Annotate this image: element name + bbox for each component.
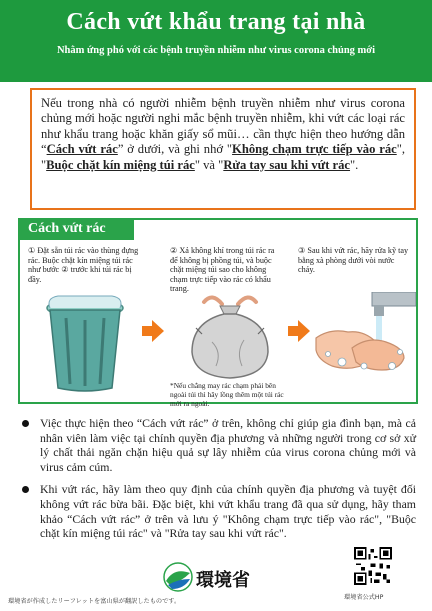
hand-washing-icon	[312, 292, 416, 384]
bullet-text: Khi vứt rác, hãy làm theo quy định của chính quyền địa phương và tuyệt đối không vứt rác bừa bãi. Đặc biệt, khi vứt khẩu trang đã qua sử dụng, hãy tham khảo “Cách vứt rác” ở trên và lưu ý "Không chạm trực tiếp vào rác", "Buộc chặt kín miệng túi rác" và "Rửa tay sau khi vứt rác".	[40, 482, 416, 541]
intro-highlight-no-touch: Không chạm trực tiếp vào rác	[232, 142, 397, 157]
intro-text-4: " và "	[194, 157, 224, 172]
step-2-text: ② Xả không khí trong túi rác ra để không bị phồng túi, và buộc chặt miệng túi sao cho không chạm trực tiếp vào rác có khẩu trang.	[170, 246, 275, 294]
intro-text-5: ".	[350, 157, 359, 172]
intro-box	[30, 88, 416, 210]
header	[0, 0, 432, 82]
bullet-text: Việc thực hiện theo “Cách vứt rác” ở trên, không chỉ giúp gia đình bạn, mà cả nhân viên làm việc tại chính quyền địa phương và những người trong cơ sở xử lý chất thải ngăn chặn hiệu quả sự lây nhiễm của virus corona chủng mới và virus cảm cúm.	[40, 416, 416, 474]
intro-text-2: ” ở dưới, và ghi nhớ "	[117, 142, 233, 157]
arrow-right-icon	[142, 320, 164, 342]
qr-code-icon[interactable]	[354, 547, 392, 585]
credit-text: 環境省が作成したリーフレットを富山県が翻訳したものです。	[8, 598, 181, 605]
intro-highlight-method: Cách vứt rác	[46, 142, 118, 157]
step-2-note: *Nếu chẳng may rác chạm phải bên ngoài túi thì hãy lồng thêm một túi rác mới ra ngoài.	[170, 381, 284, 408]
bullet-dot-icon	[22, 486, 29, 493]
bullet-list	[18, 416, 416, 549]
list-item	[18, 416, 416, 474]
page-subtitle: Nhằm ứng phó với các bệnh truyền nhiễm như virus corona chủng mới	[56, 45, 376, 56]
list-item	[18, 482, 416, 540]
bullet-dot-icon	[22, 420, 29, 427]
disposal-steps-tab: Cách vứt rác	[18, 218, 134, 240]
page-title: Cách vứt khẩu trang tại nhà	[66, 9, 366, 35]
tied-bag-icon	[182, 292, 278, 380]
qr-label: 環境省公式HP	[344, 594, 384, 601]
trash-can-icon	[42, 294, 128, 394]
intro-highlight-wash-hands: Rửa tay sau khi vứt rác	[223, 157, 351, 172]
intro-highlight-tie-bag: Buộc chặt kín miệng túi rác	[46, 157, 195, 172]
step-1-text: ① Đặt sẵn túi rác vào thùng đựng rác. Buộc chặt kín miệng túi rác như bước ② trước khi túi rác bị đầy.	[28, 246, 139, 284]
intro-text-3: ", "	[41, 142, 406, 172]
arrow-right-icon	[288, 320, 310, 342]
intro-text-1: Nếu trong nhà có người nhiễm bệnh truyền nhiễm như virus corona chủng mới hoặc người nghi mắc bệnh truyền nhiễm, khi vứt các loại rác như khẩu trang hoặc khăn giấy sổ mũi… cần thực hiện theo hướng dẫn “	[41, 96, 405, 157]
step-3-text: ③ Sau khi vứt rác, hãy rửa kỹ tay bằng xà phòng dưới vòi nước chảy.	[298, 246, 409, 275]
disposal-steps-panel	[18, 218, 418, 408]
ministry-logo-text: 環境省	[196, 570, 250, 591]
